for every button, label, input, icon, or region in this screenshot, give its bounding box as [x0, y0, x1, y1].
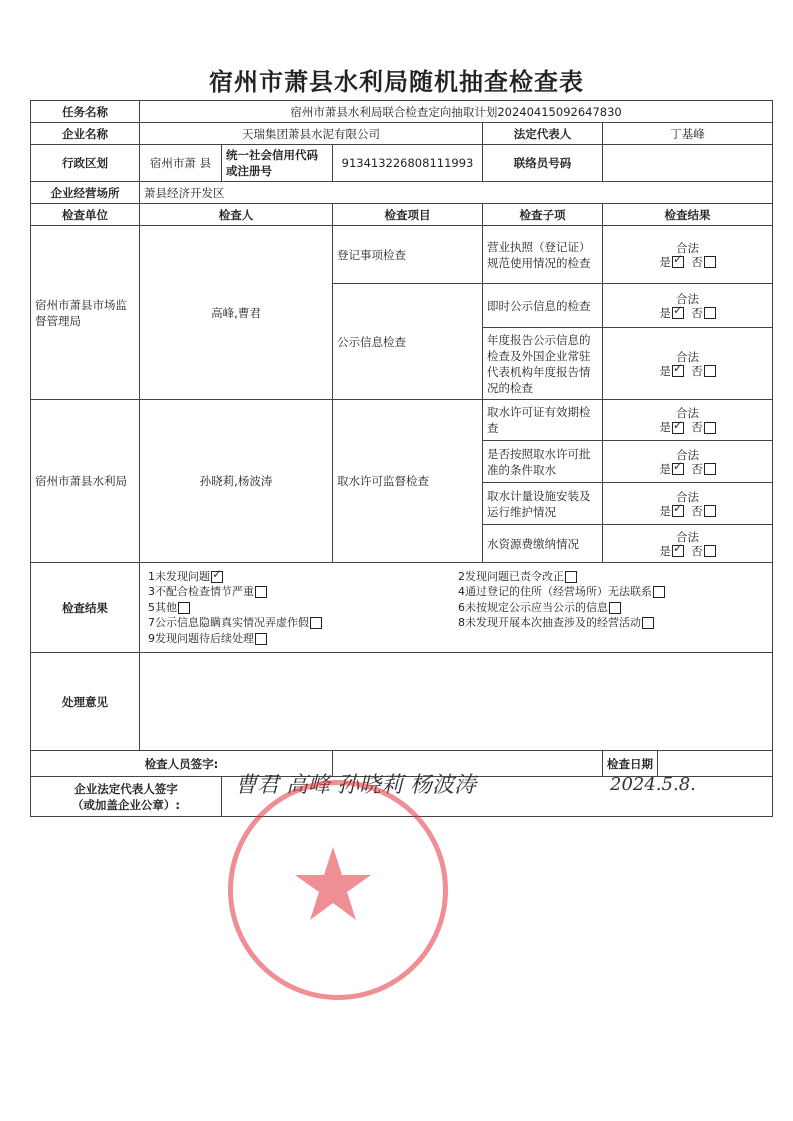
- yes-label: 是: [659, 503, 671, 518]
- yes-checkbox[interactable]: [672, 545, 684, 557]
- inspector-sign-label: 检查人员签字:: [31, 751, 333, 777]
- result-cell: [603, 441, 773, 483]
- row-task: [31, 101, 773, 123]
- inspect-date-label: 检查日期: [603, 751, 658, 777]
- inspect-item-header: 检查项目: [333, 204, 483, 226]
- business-place-label: 企业经营场所: [31, 182, 140, 204]
- item-cell: 公示信息检查: [333, 284, 483, 400]
- table-row: [31, 400, 773, 441]
- option-checkbox[interactable]: [178, 602, 190, 614]
- result-option: 3不配合检查情节严重: [148, 585, 254, 599]
- inspection-table: [30, 100, 773, 817]
- legal-rep-value: 丁基峰: [603, 123, 773, 145]
- yes-label: 是: [659, 254, 671, 269]
- legal-rep-label: 法定代表人: [483, 123, 603, 145]
- item-cell: 登记事项检查: [333, 226, 483, 284]
- task-name-value: 宿州市萧县水利局联合检查定向抽取计划20240415092647830: [140, 101, 773, 123]
- company-name-label: 企业名称: [31, 123, 140, 145]
- region-value: 宿州市萧 县: [140, 145, 222, 182]
- option-checkbox[interactable]: [255, 586, 267, 598]
- seal-graphic: [233, 785, 433, 985]
- result-label: 合法: [676, 447, 700, 462]
- inspect-sub-header: 检查子项: [483, 204, 603, 226]
- result-option: 5其他: [148, 600, 177, 614]
- option-checkbox[interactable]: [642, 617, 654, 629]
- yes-checkbox[interactable]: [672, 463, 684, 475]
- row-header: [31, 204, 773, 226]
- result-option: 4通过登记的住所（经营场所）无法联系: [458, 585, 652, 599]
- result-option: 1未发现问题: [148, 569, 210, 583]
- result-cell: [603, 483, 773, 525]
- no-checkbox[interactable]: [704, 463, 716, 475]
- no-checkbox[interactable]: [704, 365, 716, 377]
- result-cell: [603, 525, 773, 563]
- yes-checkbox[interactable]: [672, 422, 684, 434]
- yes-label: 是: [659, 420, 671, 434]
- result-label: 合法: [676, 240, 700, 255]
- result-label: 合法: [676, 349, 700, 364]
- no-checkbox[interactable]: [704, 307, 716, 319]
- row-region: [31, 145, 773, 182]
- yes-checkbox[interactable]: [672, 365, 684, 377]
- result-option: 9发现问题待后续处理: [148, 631, 254, 645]
- result-cell: [603, 226, 773, 284]
- opinion-label: 处理意见: [31, 653, 140, 751]
- option-checkbox[interactable]: [609, 602, 621, 614]
- date-handwriting: 2024.5.8.: [610, 774, 696, 795]
- sub-item-cell: 即时公示信息的检查: [483, 284, 603, 328]
- result-option: 8未发现开展本次抽查涉及的经营活动: [458, 616, 641, 630]
- company-name-value: 天瑞集团萧县水泥有限公司: [140, 123, 483, 145]
- task-name-label: 任务名称: [31, 101, 140, 123]
- inspect-result-header: 检查结果: [603, 204, 773, 226]
- contact-no-label: 联络员号码: [483, 145, 603, 182]
- company-seal: [228, 780, 448, 1000]
- yes-checkbox[interactable]: [672, 307, 684, 319]
- yes-label: 是: [659, 363, 671, 378]
- row-opinion: [31, 653, 773, 751]
- no-label: 否: [691, 543, 703, 558]
- result-label: 合法: [676, 529, 700, 544]
- yes-label: 是: [659, 543, 671, 558]
- option-checkbox[interactable]: [255, 633, 267, 645]
- yes-label: 是: [659, 305, 671, 320]
- no-label: 否: [691, 461, 703, 476]
- result-cell: [603, 400, 773, 441]
- result-cell: [603, 328, 773, 400]
- option-checkbox[interactable]: [565, 571, 577, 583]
- sub-item-cell: 年度报告公示信息的检查及外国企业常驻代表机构年度报告情况的检查: [483, 328, 603, 400]
- result-option: 2发现问题已责令改正: [458, 569, 564, 583]
- sub-item-cell: 取水计量设施安装及运行维护情况: [483, 483, 603, 525]
- result-cell: [603, 284, 773, 328]
- option-checkbox[interactable]: [653, 586, 665, 598]
- no-checkbox[interactable]: [704, 545, 716, 557]
- inspectors-cell: 高峰,曹君: [140, 226, 333, 400]
- item-cell: 取水许可监督检查: [333, 400, 483, 563]
- no-label: 否: [691, 363, 703, 378]
- opinion-value[interactable]: [140, 653, 773, 751]
- result-options: [140, 563, 773, 653]
- legal-sign-title: 企业法定代表人签字: [74, 781, 178, 796]
- result-option: 7公示信息隐瞒真实情况弄虚作假: [148, 616, 309, 630]
- result-label: 合法: [676, 406, 700, 420]
- row-business-place: [31, 182, 773, 204]
- no-label: 否: [691, 254, 703, 269]
- option-checkbox[interactable]: [310, 617, 322, 629]
- form-title: 宿州市萧县水利局随机抽查检查表: [209, 68, 584, 96]
- no-label: 否: [691, 305, 703, 320]
- inspector-header: 检查人: [140, 204, 333, 226]
- business-place-value: 萧县经济开发区: [140, 182, 773, 204]
- credit-code-value: 913413226808111993: [333, 145, 483, 182]
- credit-code-label: 统一社会信用代码或注册号: [222, 145, 333, 182]
- legal-sign-note: （或加盖企业公章）:: [71, 797, 181, 812]
- inspectors-cell: 孙晓莉,杨波涛: [140, 400, 333, 563]
- table-row: [31, 226, 773, 284]
- result-section-label: 检查结果: [31, 563, 140, 653]
- no-label: 否: [691, 420, 703, 434]
- sub-item-cell: 取水许可证有效期检查: [483, 400, 603, 441]
- no-checkbox[interactable]: [704, 256, 716, 268]
- region-label: 行政区划: [31, 145, 140, 182]
- sub-item-cell: 营业执照（登记证）规范使用情况的检查: [483, 226, 603, 284]
- result-option: 6未按规定公示应当公示的信息: [458, 600, 608, 614]
- unit-cell: 宿州市萧县市场监督管理局: [31, 226, 140, 400]
- yes-checkbox[interactable]: [672, 256, 684, 268]
- result-label: 合法: [676, 489, 700, 504]
- contact-no-value: [603, 145, 773, 182]
- no-label: 否: [691, 503, 703, 518]
- sub-item-cell: 水资源费缴纳情况: [483, 525, 603, 563]
- sub-item-cell: 是否按照取水许可批准的条件取水: [483, 441, 603, 483]
- option-checkbox[interactable]: [211, 571, 223, 583]
- row-results: [31, 563, 773, 653]
- no-checkbox[interactable]: [704, 505, 716, 517]
- inspect-date-value[interactable]: [658, 751, 773, 777]
- yes-checkbox[interactable]: [672, 505, 684, 517]
- inspect-unit-header: 检查单位: [31, 204, 140, 226]
- legal-sign-label: [31, 777, 222, 817]
- no-checkbox[interactable]: [704, 422, 716, 434]
- inspector-signatures: 曹君 高峰 孙晓莉 杨波涛: [235, 773, 476, 798]
- yes-label: 是: [659, 461, 671, 476]
- result-label: 合法: [676, 291, 700, 306]
- unit-cell: 宿州市萧县水利局: [31, 400, 140, 563]
- row-company: [31, 123, 773, 145]
